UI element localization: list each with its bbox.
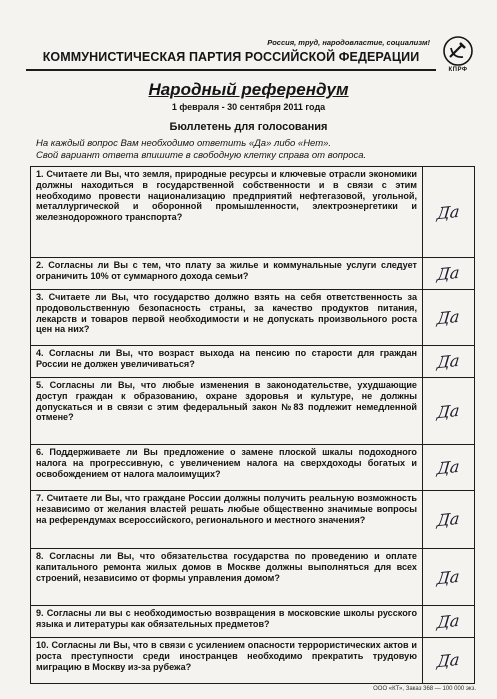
hammer-sickle-icon <box>441 36 475 66</box>
handwritten-answer: Да <box>436 566 461 588</box>
referendum-dates: 1 февраля - 30 сентября 2011 года <box>171 102 326 112</box>
handwritten-answer: Да <box>436 201 461 223</box>
answer-cell[interactable] <box>423 167 474 257</box>
question-text: 9. Согласны ли вы с необходимостью возвращения в московские школы русского языка и литературы как обязательных предметов? <box>31 606 423 637</box>
handwritten-answer: Да <box>436 262 461 285</box>
question-text: 5. Согласны ли Вы, что любые изменения в законодательстве, ухудшающие доступ граждан к образованию, охране здоровья и культуре, не должны допускаться и в связи с этим федеральный закон №83 подлежит немедленной отмене? <box>31 378 423 444</box>
handwritten-answer: Да <box>436 649 461 672</box>
question-text: 6. Поддерживаете ли Вы предложение о замене плоской шкалы подоходного налога на прогрессивную, с увеличением налога на сверхдоходы богатых и освобождением от налога малоимущих? <box>31 445 423 490</box>
question-text: 1. Считаете ли Вы, что земля, природные ресурсы и ключевые отрасли экономики должны находиться в государственной собственности и в связи с этим необходимо провести национализацию предприятий нефтегазовой, угольной, металлургической и оборонной промышленности, электроэнергетики и железнодорожного транспорта? <box>31 167 423 257</box>
question-text: 8. Согласны ли Вы, что обязательства государства по проведению и оплате капитального ремонта жилых домов в Москве должны выполняться для всех строений, независимо от формы управления домом? <box>31 549 423 605</box>
handwritten-answer: Да <box>436 610 461 633</box>
handwritten-answer: Да <box>436 400 461 422</box>
logo-abbreviation: КПРФ <box>448 67 468 73</box>
question-row <box>30 378 475 445</box>
question-text: 3. Считаете ли Вы, что государство должно взять на себя ответственность за продовольственную безопасность страны, за качество продуктов питания, лекарств и товаров первой необходимости и не допускать произвольного роста цен на них? <box>31 290 423 345</box>
handwritten-answer: Да <box>436 306 461 329</box>
question-row <box>30 258 475 290</box>
answer-cell[interactable] <box>423 258 474 289</box>
answer-cell[interactable] <box>423 638 474 683</box>
question-text: 7. Считаете ли Вы, что граждане России должны получить реальную возможность независимо от желания властей решать любые общественно значимые вопросы на референдумах всероссийского, регионального и местного значения? <box>31 491 423 548</box>
answer-cell[interactable] <box>423 346 474 377</box>
question-text: 10. Согласны ли Вы, что в связи с усилением опасности террористических актов и роста преступности среди иностранцев необходимо прекратить трудовую миграцию в Москву из-за рубежа? <box>31 638 423 683</box>
party-name: КОММУНИСТИЧЕСКАЯ ПАРТИЯ РОССИЙСКОЙ ФЕДЕРАЦИИ <box>42 50 420 64</box>
answer-cell[interactable] <box>423 606 474 637</box>
question-row <box>30 166 475 258</box>
question-row <box>30 346 475 378</box>
questions-table <box>30 166 475 684</box>
answer-cell[interactable] <box>423 378 474 444</box>
question-row <box>30 445 475 491</box>
question-text: 4. Согласны ли Вы, что возраст выхода на пенсию по старости для граждан России не должен увеличиваться? <box>31 346 423 377</box>
instruction-line-1: На каждый вопрос Вам необходимо ответить «Да» либо «Нет». <box>36 138 332 149</box>
ballot-title: Бюллетень для голосования <box>169 121 328 133</box>
print-info: ООО «КТ», Заказ 368 — 100 000 экз. <box>373 686 476 692</box>
question-row <box>30 290 475 346</box>
question-row <box>30 638 475 684</box>
handwritten-answer: Да <box>436 350 461 373</box>
party-slogan: Россия, труд, народовластие, социализм! <box>267 38 430 47</box>
instruction-line-2: Свой вариант ответа впишите в свободную клетку справа от вопроса. <box>36 150 367 161</box>
header-divider <box>26 69 436 71</box>
question-row <box>30 549 475 606</box>
page-title: Народный референдум <box>148 80 349 99</box>
question-row <box>30 606 475 638</box>
instructions <box>36 138 456 162</box>
question-text: 2. Согласны ли Вы с тем, что плату за жилье и коммунальные услуги следует ограничить 10% от суммарного дохода семьи? <box>31 258 423 289</box>
handwritten-answer: Да <box>436 456 461 479</box>
answer-cell[interactable] <box>423 290 474 345</box>
answer-cell[interactable] <box>423 491 474 548</box>
party-logo <box>441 36 475 78</box>
answer-cell[interactable] <box>423 445 474 490</box>
answer-cell[interactable] <box>423 549 474 605</box>
handwritten-answer: Да <box>436 508 461 531</box>
question-row <box>30 491 475 549</box>
